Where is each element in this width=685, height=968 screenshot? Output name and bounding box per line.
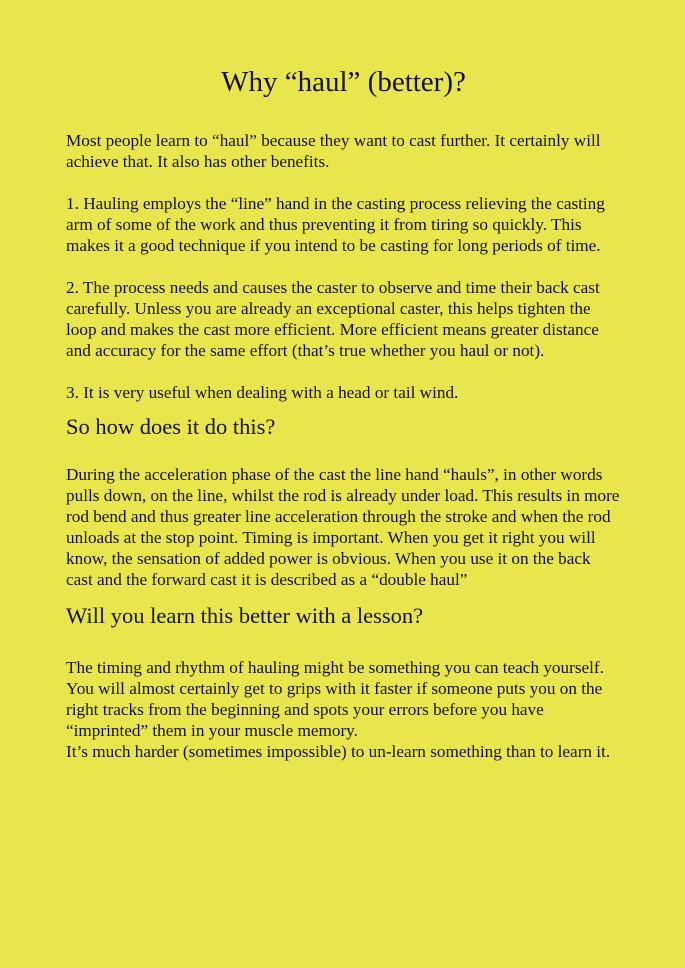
benefit-point-2: 2. The process needs and causes the caster to observe and time their back cast carefully. Unless you are already an exceptional caster, this helps tighten the loop and makes the cast more efficient. More efficient means greater distance and accuracy for the same effort (that’s true whether you haul or not). <box>66 278 600 360</box>
intro-paragraph: Most people learn to “haul” because they want to cast further. It certainly will achieve that. It also has other benefits. <box>66 131 601 171</box>
lesson-text-line: The timing and rhythm of hauling might be something you can teach yourself. You will almost certainly get to grips with it faster if someone puts you on the right tracks from the beginning and spots your errors before you have “imprinted” them in your muscle memory. <box>66 658 604 740</box>
benefit-point-1: 1. Hauling employs the “line” hand in the casting process relieving the casting arm of some of the work and thus preventing it from tiring so quickly. This makes it a good technique if you intend to be casting for long periods of time. <box>66 194 605 255</box>
page-title: Why “haul” (better)? <box>221 66 466 98</box>
section-lesson-paragraph <box>66 657 621 762</box>
section-how-paragraph: During the acceleration phase of the cast the line hand “hauls”, in other words pulls down, on the line, whilst the rod is already under load. This results in more rod bend and thus greater line acceleration through the stroke and when the rod unloads at the stop point. Timing is important. When you get it right you will know, the sensation of added power is obvious. When you use it on the back cast and the forward cast it is described as a “double haul” <box>66 465 620 589</box>
lesson-text-line: It’s much harder (sometimes impossible) to un-learn something than to learn it. <box>66 742 611 761</box>
section-heading-lesson: Will you learn this better with a lesson? <box>66 603 424 628</box>
section-heading-how: So how does it do this? <box>66 414 276 439</box>
benefit-point-3: 3. It is very useful when dealing with a head or tail wind. <box>66 383 459 402</box>
